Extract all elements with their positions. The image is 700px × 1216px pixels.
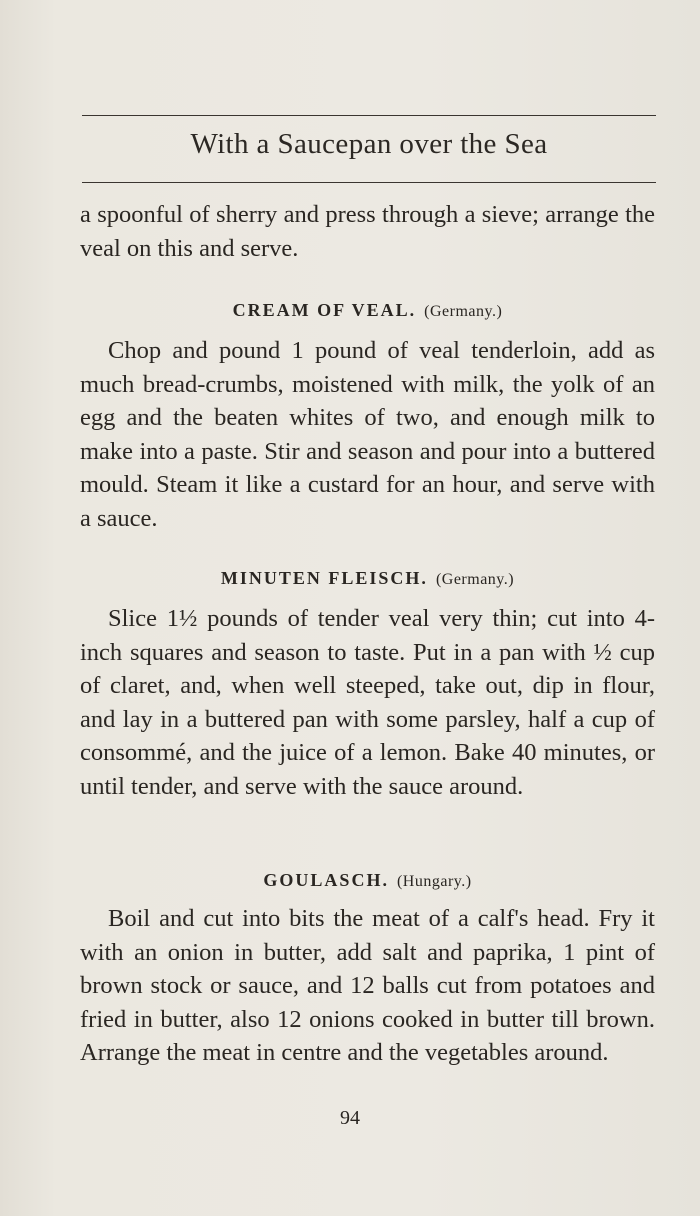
recipe-body-minuten-fleisch (80, 602, 655, 803)
continuation-paragraph (80, 198, 655, 265)
header-rule-top (82, 115, 656, 116)
recipe-name: GOULASCH. (263, 870, 389, 890)
recipe-heading-cream-of-veal (80, 300, 655, 321)
recipe-name: CREAM OF VEAL. (232, 300, 417, 320)
recipe-text: Boil and cut into bits the meat of a calf's head. Fry it with an onion in butter, add salt and paprika, 1 pint of brown stock or sauce, and 12 balls cut from potatoes and fried in butter, also 12 onions cooked in butter till brown. Arrange the meat in centre and the vegetables around. (80, 905, 655, 1066)
page-number: 94 (340, 1107, 360, 1129)
running-head: With a Saucepan over the Sea (190, 128, 548, 160)
recipe-heading-minuten-fleisch (80, 568, 655, 589)
recipe-heading-goulasch (80, 870, 655, 891)
recipe-country: (Germany.) (435, 571, 515, 588)
header-rule-bottom (82, 182, 656, 183)
recipe-country: (Germany.) (424, 303, 503, 320)
recipe-name: MINUTEN FLEISCH. (220, 568, 428, 588)
recipe-body-goulasch (80, 902, 655, 1070)
recipe-text: Slice 1½ pounds of tender veal very thin; cut into 4-inch squares and season to taste. Put in a pan with ½ cup of claret, and, when well steeped, take out, dip in flour, and lay in a buttered pan with some parsley, half a cup of consommé, and the juice of a lemon. Bake 40 minutes, or until tender, and serve with the sauce around. (80, 605, 655, 800)
recipe-text: Chop and pound 1 pound of veal tenderloin, add as much bread-crumbs, moistened with milk, the yolk of an egg and the beaten whites of two, and enough milk to make into a paste. Stir and season and pour into a buttered mould. Steam it like a custard for an hour, and serve with a sauce. (80, 337, 655, 532)
recipe-country: (Hungary.) (396, 873, 472, 890)
continuation-text: a spoonful of sherry and press through a sieve; arrange the veal on this and serve. (80, 201, 655, 262)
recipe-body-cream-of-veal (80, 334, 655, 535)
